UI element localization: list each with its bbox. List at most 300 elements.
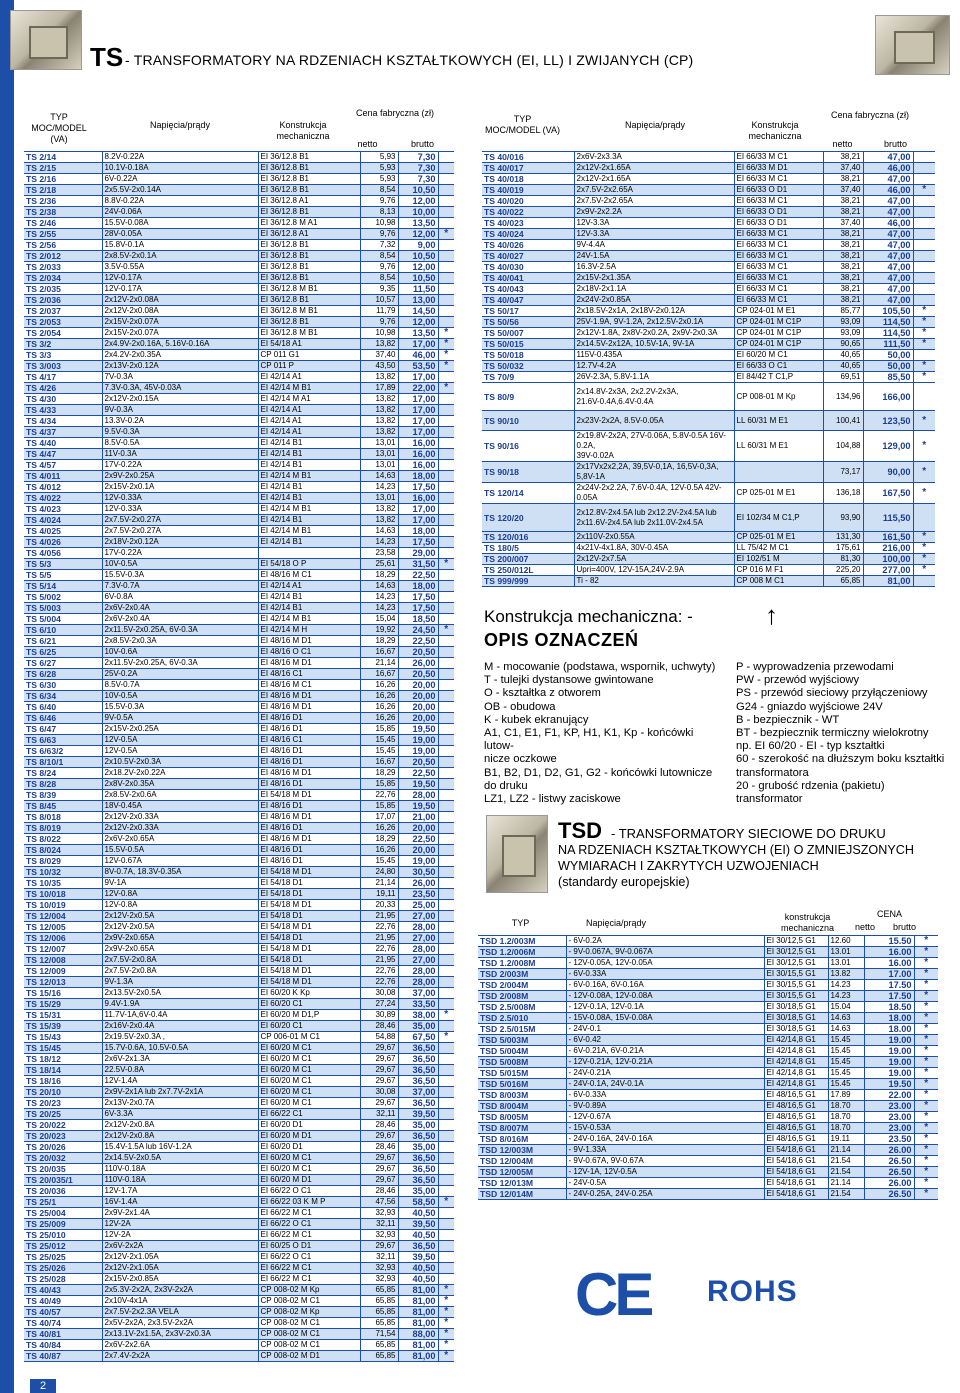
voltage-cell: Ti - 82 [574, 576, 734, 587]
konstr-cell: EI 48/16 M D1 [258, 702, 360, 713]
star-cell [913, 218, 935, 229]
konstr-cell: EI 60/20 D1 [258, 1120, 360, 1131]
star-cell [438, 1274, 454, 1285]
brutto-cell: 19.00 [864, 1068, 914, 1079]
model-cell: TS 3/3 [24, 350, 102, 361]
star-cell [438, 713, 454, 724]
voltage-cell: 2x15V-2x0.07A [102, 328, 258, 339]
table-row [24, 1351, 454, 1362]
star-cell: * [924, 1023, 929, 1034]
table-row [24, 1285, 454, 1296]
voltage-cell: 2x5.5V-2x0.14A [102, 185, 258, 196]
voltage-cell: 9.5V-0.3A [102, 427, 258, 438]
voltage-cell: 2x18.2V-2x0.22A [102, 768, 258, 779]
model-cell: TS 40/019 [482, 185, 574, 196]
netto-cell: 14,23 [360, 603, 398, 614]
voltage-cell: 2x110V-2x0.55A [574, 532, 734, 543]
star-cell: * [922, 542, 927, 554]
konstr-cell: EI 54/18 M D1 [258, 966, 360, 977]
konstr-cell: EI 66/33 O D1 [734, 185, 823, 196]
model-cell: TS 20/032 [24, 1153, 102, 1164]
table-row [24, 856, 454, 867]
brutto-cell: 22,50 [398, 768, 438, 779]
star-cell [438, 724, 454, 735]
brutto-cell: 28,00 [398, 944, 438, 955]
netto-cell: 18.70 [828, 1101, 864, 1112]
voltage-cell: - 24V-0.16A, 24V-0.16A [566, 1134, 764, 1145]
netto-cell: 9,76 [360, 229, 398, 240]
konstr-cell: EI 66/33 M D1 [734, 163, 823, 174]
table-row [24, 878, 454, 889]
legend-left [484, 661, 719, 806]
star-cell [438, 669, 454, 680]
voltage-cell: 2x12V-2x0.5A [102, 911, 258, 922]
netto-cell: 13,01 [360, 438, 398, 449]
konstr-cell: EI 48/16 M D1 [258, 691, 360, 702]
netto-cell: 65,85 [360, 1340, 398, 1351]
legend-line: B1, B2, D1, D2, G1, G2 - końcówki lutownicze [484, 766, 713, 779]
brutto-cell: 31,50 [398, 559, 438, 570]
konstr-cell: EI 60/20 K Kp [258, 988, 360, 999]
konstr-cell: EI 42/14 M B1 [258, 383, 360, 394]
model-cell: TS 15/39 [24, 1021, 102, 1032]
netto-cell: 17,07 [360, 812, 398, 823]
brutto-cell: 47,00 [863, 196, 913, 207]
konstr-cell: EI 36/12.8 A1 [258, 196, 360, 207]
voltage-cell: 12V-0.5A [102, 746, 258, 757]
brutto-cell: 10,00 [398, 207, 438, 218]
netto-cell: 13,82 [360, 372, 398, 383]
table-row [24, 867, 454, 878]
konstr-cell: EI 36/12.8 B1 [258, 273, 360, 284]
konstr-cell: EI 30/15,5 G1 [764, 991, 828, 1002]
model-cell: TSD 1.2/003M [478, 936, 566, 947]
voltage-cell: 2x7.5V-2x0.8A [102, 955, 258, 966]
brutto-cell: 167,50 [863, 483, 913, 504]
star-cell [438, 823, 454, 834]
col-header-cena: Cena fabryczna (zł) [355, 108, 435, 118]
netto-cell: 18,29 [360, 636, 398, 647]
voltage-cell: 2x8.5V-2x0.3A [102, 636, 258, 647]
brutto-cell: 47,00 [863, 174, 913, 185]
netto-cell: 15.45 [828, 1035, 864, 1046]
konstr-cell: EI 66/22 M C1 [258, 1263, 360, 1274]
netto-cell: 38,21 [823, 229, 863, 240]
konstr-cell: EI 42/14 A1 [258, 405, 360, 416]
model-cell: TS 2/012 [24, 251, 102, 262]
right-price-table [482, 152, 935, 587]
table-row [24, 240, 454, 251]
star-cell: * [924, 1155, 929, 1166]
netto-cell: 225,20 [823, 565, 863, 576]
brutto-cell: 16.00 [864, 958, 914, 969]
konstr-cell: EI 66/22 O C1 [258, 1219, 360, 1230]
table-row [482, 431, 935, 462]
star-cell [913, 207, 935, 218]
netto-cell: 15,85 [360, 724, 398, 735]
konstr-cell: CP 008 M C1 [734, 576, 823, 587]
voltage-cell: - 24V-0.5A [566, 1178, 764, 1189]
netto-cell: 18,29 [360, 570, 398, 581]
voltage-cell: - 12V-0.05A, 12V-0.05A [566, 958, 764, 969]
model-cell: TS 6/46 [24, 713, 102, 724]
konstr-cell: EI 48/16,5 G1 [764, 1123, 828, 1134]
netto-cell: 22,76 [360, 790, 398, 801]
voltage-cell: 10.1V-0.18A [102, 163, 258, 174]
konstr-cell: EI 42/14 M B1 [258, 526, 360, 537]
table-row [24, 757, 454, 768]
table-row [24, 493, 454, 504]
netto-cell: 65,85 [360, 1351, 398, 1362]
konstr-cell: CP 008-02 M D1 [258, 1351, 360, 1362]
voltage-cell: 2x7.5V-2x2.65A [574, 196, 734, 207]
model-cell: TS 90/18 [482, 462, 574, 483]
netto-cell: 38,21 [823, 240, 863, 251]
netto-cell: 13,82 [360, 394, 398, 405]
brutto-cell: 20,00 [398, 713, 438, 724]
konstr-cell: LL 60/31 M E1 [734, 411, 823, 431]
voltage-line: 2x17Vx2x2,2A, 39,5V-0,1A, 16,5V-0,3A, 5,8V-1A [576, 462, 719, 482]
star-cell [438, 1252, 454, 1263]
star-cell [438, 636, 454, 647]
star-cell: * [444, 228, 449, 240]
konstr-cell: EI 48/16 M C1 [258, 680, 360, 691]
konstr-cell: EI 48/16 M D1 [258, 812, 360, 823]
model-cell: TS 2/054 [24, 328, 102, 339]
brutto-cell: 88,00 [398, 1329, 438, 1340]
star-cell: * [924, 1177, 929, 1188]
table-row [482, 543, 935, 554]
star-cell: * [922, 531, 927, 543]
star-cell: * [444, 624, 449, 636]
netto-cell: 47,56 [360, 1197, 398, 1208]
table-row [24, 361, 454, 372]
star-cell [438, 812, 454, 823]
star-cell [438, 1219, 454, 1230]
model-cell: TSD 8/005M [478, 1112, 566, 1123]
table-row [24, 1263, 454, 1274]
model-cell: TS 25/004 [24, 1208, 102, 1219]
netto-cell: 13,01 [360, 449, 398, 460]
star-cell [438, 163, 454, 174]
voltage-cell: - 9V-0.067A, 9V-0.067A [566, 947, 764, 958]
brutto-cell: 123,50 [863, 411, 913, 431]
model-cell: TS 8/022 [24, 834, 102, 845]
star-cell [438, 218, 454, 229]
model-cell: TS 15/43 [24, 1032, 102, 1043]
netto-cell: 13,82 [360, 515, 398, 526]
model-cell: TS 4/40 [24, 438, 102, 449]
star-cell [438, 317, 454, 328]
netto-cell: 40,65 [823, 350, 863, 361]
konstr-cell: CP 024-01 M E1 [734, 306, 823, 317]
voltage-cell: - 9V-0.67A, 9V-0.67A [566, 1156, 764, 1167]
netto-cell: 93,90 [823, 504, 863, 532]
netto-cell: 15.04 [828, 1002, 864, 1013]
model-cell: TS 8/019 [24, 823, 102, 834]
star-cell [913, 163, 935, 174]
netto-cell: 73,17 [823, 462, 863, 483]
model-cell: TS 4/33 [24, 405, 102, 416]
model-cell: TSD 5/008M [478, 1057, 566, 1068]
star-cell [438, 1263, 454, 1274]
netto-cell: 21.54 [828, 1167, 864, 1178]
brutto-cell: 17,00 [398, 515, 438, 526]
brutto-cell: 28,00 [398, 966, 438, 977]
star-cell [438, 284, 454, 295]
table-row [24, 328, 454, 339]
konstr-cell: EI 66/22 M C1 [258, 1274, 360, 1285]
model-cell: TS 6/47 [24, 724, 102, 735]
legend-line: (standardy europejskie) [558, 875, 690, 889]
table-row [482, 174, 935, 185]
brutto-cell: 17,00 [398, 504, 438, 515]
brutto-cell: 39,50 [398, 1109, 438, 1120]
table-row [24, 1175, 454, 1186]
model-cell: TSD 8/007M [478, 1123, 566, 1134]
table-row [24, 1318, 454, 1329]
model-cell: TS 4/022 [24, 493, 102, 504]
table-row [482, 339, 935, 350]
table-row [24, 460, 454, 471]
voltage-cell: 2x7.5V-2x0.27A [102, 526, 258, 537]
table-row [482, 185, 935, 196]
model-cell: TSD 2.5/015M [478, 1024, 566, 1035]
page-number: 2 [30, 1379, 56, 1393]
model-cell: TS 8/10/1 [24, 757, 102, 768]
star-cell [438, 427, 454, 438]
table-row [24, 625, 454, 636]
model-cell: TS 3/003 [24, 361, 102, 372]
table-row [24, 823, 454, 834]
netto-cell: 81,30 [823, 554, 863, 565]
table-row [24, 372, 454, 383]
model-cell: TS 4/57 [24, 460, 102, 471]
table-row [24, 515, 454, 526]
col-header-typ: TYP MOC/MODEL (VA) [31, 112, 87, 144]
voltage-cell: 28V-0.05A [102, 229, 258, 240]
netto-cell: 29,67 [360, 1076, 398, 1087]
brutto-cell: 115,50 [863, 504, 913, 532]
model-cell: TS 120/14 [482, 483, 574, 504]
netto-cell: 29,67 [360, 1131, 398, 1142]
brutto-cell: 18.00 [864, 1013, 914, 1024]
voltage-cell: 2x12V-2x0.08A [102, 306, 258, 317]
brutto-cell: 47,00 [863, 284, 913, 295]
star-cell [913, 174, 935, 185]
netto-cell: 15,85 [360, 779, 398, 790]
voltage-cell: 2x11.5V-2x0.25A, 6V-0.3A [102, 658, 258, 669]
brutto-cell: 19,00 [398, 746, 438, 757]
legend-line: PW - przewód wyjściowy [736, 674, 860, 687]
table-row [24, 537, 454, 548]
table-row [24, 801, 454, 812]
star-cell [438, 504, 454, 515]
konstr-cell: EI 66/33 M C1 [734, 251, 823, 262]
star-cell [438, 306, 454, 317]
brutto-cell: 22,50 [398, 570, 438, 581]
tsd-header-netto: netto [854, 922, 876, 932]
voltage-cell: 2x12V-2x0.08A [102, 295, 258, 306]
star-cell [438, 614, 454, 625]
model-cell: TSD 12/013M [478, 1178, 566, 1189]
model-cell: TS 25/1 [24, 1197, 102, 1208]
voltage-cell: 12V-0.5A [102, 735, 258, 746]
opis-title: OPIS OZNACZEŃ [484, 630, 639, 650]
table-row [24, 790, 454, 801]
model-cell: TS 6/25 [24, 647, 102, 658]
konstr-cell: EI 66/33 O D1 [734, 218, 823, 229]
table-row [24, 1142, 454, 1153]
konstr-cell: EI 54/18 D1 [258, 911, 360, 922]
model-cell: TS 10/35 [24, 878, 102, 889]
model-cell: TS 15/45 [24, 1043, 102, 1054]
voltage-cell [574, 504, 734, 532]
brutto-cell: 114,50 [863, 328, 913, 339]
netto-cell: 38,21 [823, 273, 863, 284]
star-cell: * [922, 414, 927, 426]
konstr-cell: EI 36/12.8 B1 [258, 262, 360, 273]
star-cell: * [922, 440, 927, 452]
voltage-cell: 25V-0.2A [102, 669, 258, 680]
brutto-cell: 19,00 [398, 856, 438, 867]
star-cell: * [924, 1001, 929, 1012]
konstr-cell: EI 60/25 O D1 [258, 1241, 360, 1252]
right-col-header-typ: TYP MOC/MODEL (VA) [485, 114, 561, 135]
table-row [478, 1156, 938, 1167]
model-cell: TS 40/84 [24, 1340, 102, 1351]
table-row [24, 339, 454, 350]
table-row [478, 1090, 938, 1101]
table-row [24, 526, 454, 537]
netto-cell: 38,21 [823, 174, 863, 185]
voltage-cell: 2x15V-2x0.25A [102, 724, 258, 735]
voltage-cell: 15.5V-0.3A [102, 570, 258, 581]
table-row [478, 1167, 938, 1178]
netto-cell: 37,40 [360, 350, 398, 361]
model-cell: TS 2/14 [24, 152, 102, 163]
voltage-cell: 2x11.5V-2x0.25A, 6V-0.3A [102, 625, 258, 636]
star-cell [438, 1065, 454, 1076]
star-cell [438, 911, 454, 922]
brutto-cell: 22.00 [864, 1090, 914, 1101]
netto-cell: 16,26 [360, 691, 398, 702]
star-cell: * [924, 1045, 929, 1056]
konstr-cell: EI 36/12.8 B1 [258, 163, 360, 174]
brutto-cell: 46,00 [863, 163, 913, 174]
brutto-cell: 36,50 [398, 1241, 438, 1252]
brutto-cell: 12,00 [398, 317, 438, 328]
right-col-header-napiecia: Napięcia/prądy [624, 120, 686, 130]
model-cell: TS 40/43 [24, 1285, 102, 1296]
voltage-line: 2x14.8V-2x3A, 2x2.2V-2x3A, [576, 386, 679, 396]
right-col-header-cena: Cena fabryczna (zł) [830, 110, 910, 120]
star-cell: * [924, 1012, 929, 1023]
voltage-cell: 8.5V-0.5A [102, 438, 258, 449]
table-row [24, 1076, 454, 1087]
voltage-cell: 2x9V-2x0.65A [102, 933, 258, 944]
brutto-cell: 19,50 [398, 801, 438, 812]
voltage-cell: 2x6V-2x2.6A [102, 1340, 258, 1351]
brutto-cell: 36,50 [398, 1131, 438, 1142]
konstr-cell: EI 54/18 A1 [258, 339, 360, 350]
table-row [24, 163, 454, 174]
table-row [482, 576, 935, 587]
model-cell: TS 40/027 [482, 251, 574, 262]
netto-cell: 14,63 [360, 471, 398, 482]
star-cell: * [924, 1111, 929, 1122]
table-row [24, 658, 454, 669]
star-cell [438, 196, 454, 207]
tsd-title: TSD [558, 818, 602, 843]
voltage-cell: 24V-1.5A [574, 251, 734, 262]
netto-cell: 18,29 [360, 768, 398, 779]
table-row [24, 1197, 454, 1208]
table-row [482, 462, 935, 483]
star-cell: * [922, 184, 927, 196]
netto-cell: 65,85 [360, 1307, 398, 1318]
brutto-cell: 40,50 [398, 1208, 438, 1219]
voltage-cell: 2x13V-2x0.12A [102, 361, 258, 372]
star-cell [438, 1153, 454, 1164]
model-cell: TS 8/39 [24, 790, 102, 801]
tsd-title-rest: - TRANSFORMATORY SIECIOWE DO DRUKU [611, 826, 886, 841]
brutto-cell: 18.50 [864, 1002, 914, 1013]
konstr-cell: EI 42/14 B1 [258, 603, 360, 614]
table-row [24, 427, 454, 438]
table-row [24, 944, 454, 955]
voltage-cell: 6V-3.3A [102, 1109, 258, 1120]
brutto-cell: 17,00 [398, 339, 438, 350]
product-photo-right [875, 15, 950, 75]
brutto-cell: 114,50 [863, 317, 913, 328]
konstr-cell: EI 36/12.8 B1 [258, 174, 360, 185]
netto-cell: 9,76 [360, 262, 398, 273]
netto-cell: 32,93 [360, 1230, 398, 1241]
netto-cell: 22,76 [360, 944, 398, 955]
netto-cell: 136,18 [823, 483, 863, 504]
table-row [24, 383, 454, 394]
star-cell [913, 196, 935, 207]
star-cell: * [444, 1306, 449, 1318]
konstr-cell: EI 60/20 C1 [258, 1021, 360, 1032]
voltage-cell: 2x5.3V-2x2A, 2x3V-2x2A [102, 1285, 258, 1296]
model-cell: TS 4/056 [24, 548, 102, 559]
voltage-cell: - 12V-0.08A, 12V-0.08A [566, 991, 764, 1002]
brutto-cell: 17,50 [398, 482, 438, 493]
konstr-cell: EI 42/14 B1 [258, 449, 360, 460]
brutto-cell: 28,00 [398, 922, 438, 933]
brutto-cell: 26.00 [864, 1178, 914, 1189]
brutto-cell: 16,00 [398, 449, 438, 460]
star-cell [438, 735, 454, 746]
brutto-cell: 33,50 [398, 999, 438, 1010]
star-cell [913, 262, 935, 273]
star-cell: * [922, 316, 927, 328]
model-cell: TS 18/16 [24, 1076, 102, 1087]
model-cell: TSD 2.5/008M [478, 1002, 566, 1013]
voltage-cell: - 6V-0.42 [566, 1035, 764, 1046]
legend-line: transformatora [736, 766, 809, 779]
model-cell: TS 40/024 [482, 229, 574, 240]
voltage-cell: - 12V-0.21A, 12V-0.21A [566, 1057, 764, 1068]
netto-cell: 21.54 [828, 1189, 864, 1200]
star-cell: * [924, 968, 929, 979]
table-row [24, 768, 454, 779]
brutto-cell: 17,00 [398, 405, 438, 416]
netto-cell: 5,93 [360, 174, 398, 185]
star-cell [438, 603, 454, 614]
